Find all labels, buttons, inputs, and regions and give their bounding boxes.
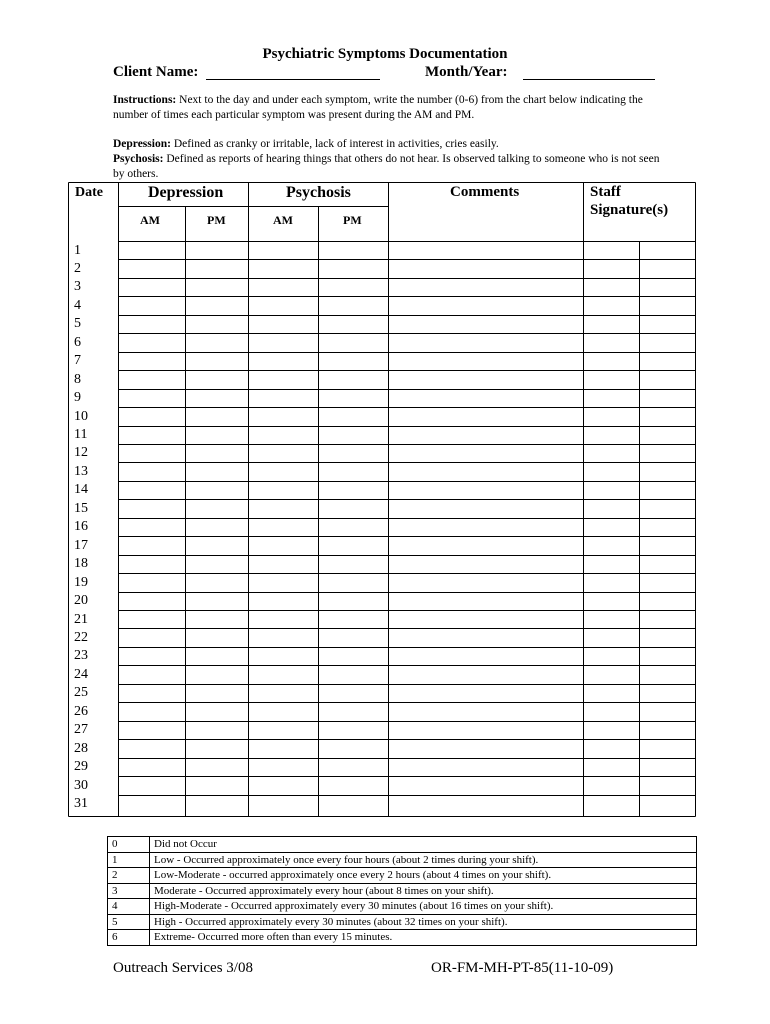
legend-row (108, 837, 697, 853)
form-title: Psychiatric Symptoms Documentation (262, 46, 508, 62)
legend-row (108, 868, 697, 884)
day-number: 14 (74, 482, 88, 498)
day-number: 29 (74, 759, 88, 775)
footer-left: Outreach Services 3/08 (113, 960, 253, 976)
legend-description: Extreme- Occurred more often than every 15 minutes. (150, 930, 697, 946)
legend-row (108, 883, 697, 899)
instructions-text: Next to the day and under each symptom, write the number (0-6) from the chart below indicating the number of times each particular symptom was present during the AM and PM. (113, 94, 643, 121)
legend-description: High-Moderate - Occurred approximately every 30 minutes (about 16 times on your shift). (150, 899, 697, 915)
day-number: 7 (74, 353, 81, 369)
legend-description: Did not Occur (150, 837, 697, 853)
day-number: 22 (74, 629, 88, 645)
day-number: 25 (74, 685, 88, 701)
month-year-label: Month/Year: (425, 64, 508, 80)
day-number: 16 (74, 519, 88, 535)
psychosis-pm-header: PM (343, 213, 362, 227)
severity-legend (107, 836, 697, 946)
legend-description: Low - Occurred approximately once every four hours (about 2 times during your shift). (150, 852, 697, 868)
day-number: 24 (74, 666, 88, 682)
day-number: 26 (74, 703, 88, 719)
legend-row (108, 930, 697, 946)
day-number: 8 (74, 371, 81, 387)
legend-description: Moderate - Occurred approximately every hour (about 8 times on your shift). (150, 883, 697, 899)
day-number: 31 (74, 796, 88, 811)
day-number: 13 (74, 463, 88, 479)
staff-signature-header-line2: Signature(s) (590, 202, 669, 218)
day-number: 10 (74, 408, 88, 424)
symptom-log-table (68, 182, 696, 817)
day-number: 28 (74, 740, 88, 756)
day-number: 19 (74, 574, 88, 590)
day-number: 17 (74, 537, 88, 553)
day-number: 21 (74, 611, 88, 627)
psychosis-am-header: AM (273, 213, 293, 227)
day-number: 30 (74, 777, 88, 793)
depression-column-header: Depression (148, 184, 224, 201)
legend-code: 0 (108, 837, 150, 853)
legend-code: 4 (108, 899, 150, 915)
depression-am-header: AM (140, 213, 160, 227)
psychosis-column-header: Psychosis (286, 184, 351, 201)
day-number: 6 (74, 334, 81, 350)
psychosis-definition-label: Psychosis: (113, 153, 164, 165)
psychosis-definition-text: Defined as reports of hearing things that others do not hear. Is observed talking to someone who is not seen by others. (113, 153, 660, 180)
day-number: 5 (74, 316, 81, 332)
day-number: 18 (74, 556, 88, 572)
footer-form-code: OR-FM-MH-PT-85(11-10-09) (431, 960, 614, 976)
legend-description: High - Occurred approximately every 30 minutes (about 32 times on your shift). (150, 914, 697, 930)
table-grid (68, 182, 696, 817)
legend-row (108, 899, 697, 915)
day-number: 3 (74, 279, 81, 295)
day-number: 1 (74, 242, 81, 258)
month-year-field[interactable] (523, 79, 655, 80)
day-number: 4 (74, 297, 81, 313)
legend-row (108, 914, 697, 930)
legend-code: 6 (108, 930, 150, 946)
day-number: 27 (74, 722, 88, 738)
day-number: 23 (74, 648, 88, 664)
instructions (113, 93, 673, 123)
depression-definition-text: Defined as cranky or irritable, lack of interest in activities, cries easily. (173, 138, 499, 150)
legend-code: 5 (108, 914, 150, 930)
day-number: 11 (74, 427, 88, 442)
legend-row (108, 852, 697, 868)
day-number: 20 (74, 593, 88, 609)
legend-code: 3 (108, 883, 150, 899)
date-column-header: Date (75, 185, 103, 200)
day-number: 15 (74, 500, 88, 516)
legend-code: 1 (108, 852, 150, 868)
legend-description: Low-Moderate - occurred approximately once every 2 hours (about 4 times on your shift). (150, 868, 697, 884)
client-name-field[interactable] (206, 79, 380, 80)
definitions (113, 137, 673, 182)
comments-column-header: Comments (450, 184, 520, 200)
day-number: 2 (74, 260, 81, 276)
depression-definition-label: Depression: (113, 138, 171, 150)
instructions-label: Instructions: (113, 94, 177, 106)
client-name-label: Client Name: (113, 64, 199, 80)
staff-signature-header-line1: Staff (590, 184, 621, 200)
depression-pm-header: PM (207, 213, 226, 227)
legend-code: 2 (108, 868, 150, 884)
day-number: 9 (74, 390, 81, 406)
day-number: 12 (74, 445, 88, 461)
